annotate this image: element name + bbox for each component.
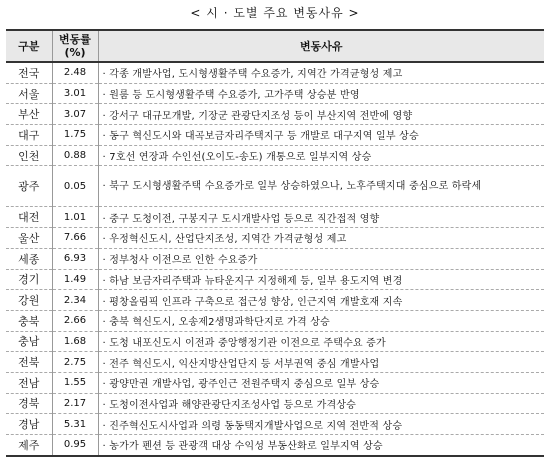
reason-cell: · 정부청사 이전으로 인한 수요증가 (98, 248, 544, 269)
reason-cell: · 광양만권 개발사업, 광주인근 전원주택지 중심으로 일부 상승 (98, 372, 544, 393)
table-row (6, 290, 544, 311)
region-cell: 대구 (6, 125, 52, 146)
region-cell: 경북 (6, 393, 52, 414)
table-row (6, 352, 544, 373)
table-row (6, 331, 544, 352)
rate-cell: 7.66 (52, 228, 98, 249)
rate-cell: 3.01 (52, 83, 98, 104)
rate-cell: 1.68 (52, 331, 98, 352)
region-cell: 부산 (6, 104, 52, 125)
rate-cell: 6.93 (52, 248, 98, 269)
reason-cell: · 강서구 대규모개발, 기장군 관광단지조성 등이 부산지역 전반에 영향 (98, 104, 544, 125)
rate-cell: 2.48 (52, 62, 98, 83)
reason-cell: · 진주혁신도시사업과 의령 동동택지개발사업으로 지역 전반적 상승 (98, 414, 544, 435)
rate-cell: 2.17 (52, 393, 98, 414)
reason-cell: · 각종 개발사업, 도시형생활주택 수요증가, 지역간 가격균형성 제고 (98, 62, 544, 83)
reason-cell: · 평창올림픽 인프라 구축으로 접근성 향상, 인근지역 개발호재 지속 (98, 290, 544, 311)
rate-cell: 1.75 (52, 125, 98, 146)
region-cell: 충북 (6, 310, 52, 331)
region-cell: 전남 (6, 372, 52, 393)
table-row (6, 207, 544, 228)
rate-cell: 5.31 (52, 414, 98, 435)
region-cell: 대전 (6, 207, 52, 228)
table-row (6, 104, 544, 125)
reason-cell: · 농가가 펜션 등 관광객 대상 수익성 부동산화로 일부지역 상승 (98, 435, 544, 456)
rate-cell: 1.01 (52, 207, 98, 228)
reason-cell: · 북구 도시형생활주택 수요증가로 일부 상승하였으나, 노후주택지대 중심으로 하락세 (98, 166, 544, 207)
table-row (6, 125, 544, 146)
reason-cell: · 7호선 연장과 수인선(오이도-송도) 개통으로 일부지역 상승 (98, 145, 544, 166)
table-row (6, 269, 544, 290)
region-cell: 인천 (6, 145, 52, 166)
reason-cell: · 하남 보금자리주택과 뉴타운지구 지정해제 등, 일부 용도지역 변경 (98, 269, 544, 290)
rate-cell: 2.66 (52, 310, 98, 331)
table-row (6, 228, 544, 249)
header-rate-unit: (%) (64, 46, 86, 59)
reason-cell: · 원룸 등 도시형생활주택 수요증가, 고가주택 상승분 반영 (98, 83, 544, 104)
region-cell: 세종 (6, 248, 52, 269)
reason-cell: · 충북 혁신도시, 오송제2생명과학단지로 가격 상승 (98, 310, 544, 331)
table-row (6, 83, 544, 104)
region-cell: 전국 (6, 62, 52, 83)
region-cell: 울산 (6, 228, 52, 249)
rate-cell: 1.55 (52, 372, 98, 393)
table-row (6, 145, 544, 166)
table-row (6, 166, 544, 207)
reason-cell: · 도청 내포신도시 이전과 중앙행정기관 이전으로 주택수요 증가 (98, 331, 544, 352)
reason-cell: · 우정혁신도시, 산업단지조성, 지역간 가격균형성 제고 (98, 228, 544, 249)
region-cell: 경남 (6, 414, 52, 435)
header-rate (52, 30, 98, 62)
table-row (6, 248, 544, 269)
table-row (6, 435, 544, 456)
region-cell: 경기 (6, 269, 52, 290)
header-rate-label: 변동률 (59, 33, 91, 46)
reason-cell: · 동구 혁신도시와 대곡보금자리주택지구 등 개발로 대구지역 일부 상승 (98, 125, 544, 146)
reason-cell: · 중구 도청이전, 구봉지구 도시개발사업 등으로 직간접적 영향 (98, 207, 544, 228)
rate-cell: 0.95 (52, 435, 98, 456)
table-title: < 시 · 도별 주요 변동사유 > (190, 6, 360, 20)
region-cell: 강원 (6, 290, 52, 311)
rate-cell: 3.07 (52, 104, 98, 125)
rate-cell: 1.49 (52, 269, 98, 290)
table-row (6, 372, 544, 393)
header-reason: 변동사유 (98, 30, 544, 62)
reason-cell: · 도청이전사업과 해양관광단지조성사업 등으로 가격상승 (98, 393, 544, 414)
reason-cell: · 전주 혁신도시, 익산지방산업단지 등 서부권역 중심 개발사업 (98, 352, 544, 373)
header-region: 구분 (6, 30, 52, 62)
rate-cell: 0.88 (52, 145, 98, 166)
change-reasons-table (6, 29, 544, 457)
rate-cell: 2.34 (52, 290, 98, 311)
table-row (6, 62, 544, 83)
table-header-row (6, 30, 544, 62)
table-row (6, 414, 544, 435)
table-row (6, 393, 544, 414)
region-cell: 서울 (6, 83, 52, 104)
rate-cell: 2.75 (52, 352, 98, 373)
region-cell: 제주 (6, 435, 52, 456)
region-cell: 충남 (6, 331, 52, 352)
rate-cell: 0.05 (52, 166, 98, 207)
region-cell: 광주 (6, 166, 52, 207)
table-row (6, 310, 544, 331)
region-cell: 전북 (6, 352, 52, 373)
